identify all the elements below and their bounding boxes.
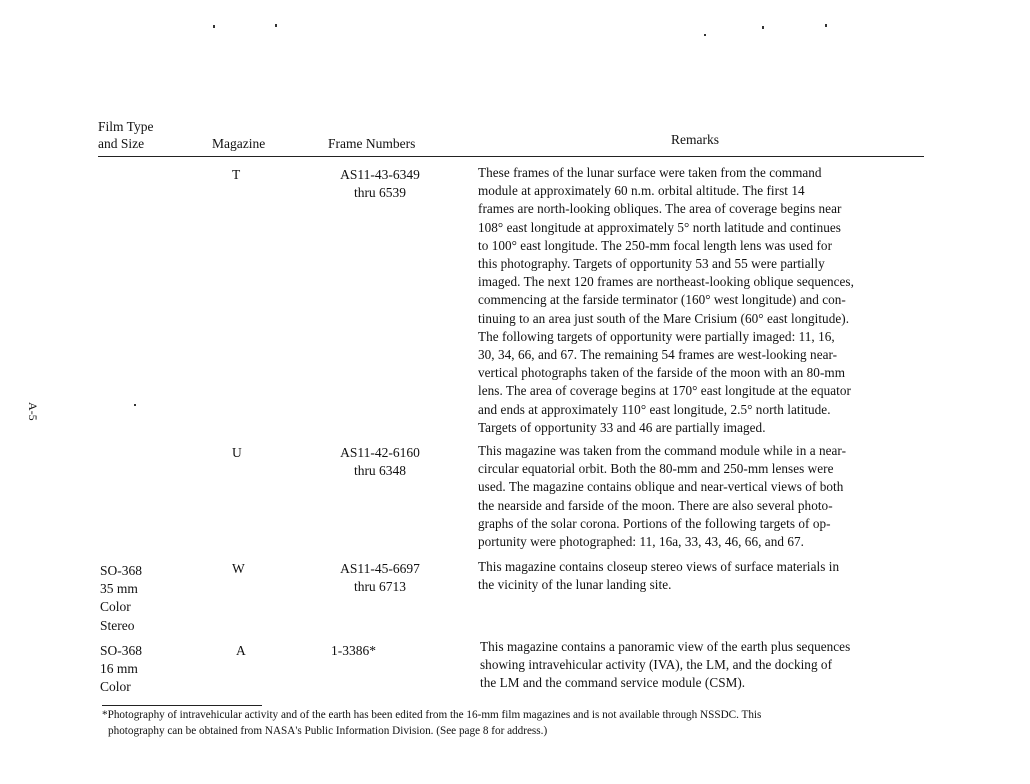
remarks-line: to 100° east longitude. The 250-mm focal length lens was used for: [478, 237, 833, 253]
remarks-line: showing intravehicular activity (IVA), the LM, and the docking of: [480, 657, 833, 673]
remarks-line: circular equatorial orbit. Both the 80-mm and 250-mm lenses were: [478, 461, 834, 477]
frame-number-line: thru 6713: [353, 579, 407, 595]
row-a-frame-numbers: [331, 642, 376, 660]
row-a-magazine: A: [236, 643, 246, 658]
remarks-line: commencing at the farside terminator (160° west longitude) and con-: [478, 292, 846, 308]
remarks-line: this photography. Targets of opportunity 53 and 55 were partially: [478, 256, 825, 272]
remarks-line: frames are north-looking obliques. The area of coverage begins near: [478, 201, 842, 217]
frame-number-line: AS11-43-6349: [340, 167, 420, 182]
frame-number-line: AS11-45-6697: [340, 561, 420, 576]
scan-speck: [275, 24, 277, 27]
side-page-number: A-5: [26, 402, 40, 421]
header-magazine: Magazine: [212, 136, 266, 151]
row-u-magazine: U: [232, 445, 242, 460]
row-w-frame-numbers: [315, 560, 445, 596]
remarks-line: 30, 34, 66, and 67. The remaining 54 frames are west-looking near-: [478, 347, 838, 363]
remarks-line: the LM and the command service module (CSM).: [480, 675, 746, 691]
row-t-remarks: [478, 164, 854, 437]
scan-speck: [134, 404, 136, 406]
scan-speck: [213, 25, 215, 28]
header-remarks: Remarks: [671, 132, 719, 147]
remarks-line: These frames of the lunar surface were taken from the command: [478, 165, 822, 180]
remarks-line: module at approximately 60 n.m. orbital altitude. The first 14: [478, 183, 805, 199]
row-w-remarks: [478, 558, 839, 594]
row-u-frame-numbers: [315, 444, 445, 480]
remarks-line: lens. The area of coverage begins at 170° east longitude at the equator: [478, 383, 851, 399]
remarks-line: and ends at approximately 110° east longitude, 2.5° north latitude.: [478, 401, 831, 417]
row-w-film-type: [100, 562, 142, 635]
remarks-line: imaged. The next 120 frames are northeast-looking oblique sequences,: [478, 274, 854, 290]
remarks-line: graphs of the solar corona. Portions of the following targets of op-: [478, 515, 831, 531]
footnote-rule: [102, 705, 262, 706]
remarks-line: Targets of opportunity 33 and 46 are partially imaged.: [478, 419, 766, 435]
footnote: [102, 707, 761, 739]
scan-speck: [825, 24, 827, 27]
row-w-magazine: W: [232, 561, 245, 576]
remarks-line: The following targets of opportunity were partially imaged: 11, 16,: [478, 328, 835, 344]
film-type-line: 16 mm: [100, 661, 138, 677]
row-t-magazine: T: [232, 167, 241, 182]
remarks-line: This magazine contains a panoramic view of the earth plus sequences: [480, 639, 851, 654]
remarks-line: tinuing to an area just south of the Mare Crisium (60° east longitude).: [478, 310, 850, 326]
remarks-line: vertical photographs taken of the farside of the moon with an 80-mm: [478, 365, 846, 381]
remarks-line: This magazine was taken from the command module while in a near-: [478, 443, 847, 458]
film-type-line: Color: [100, 599, 131, 615]
scan-speck: [762, 26, 764, 29]
film-type-line: 35 mm: [100, 581, 138, 597]
header-film-type-line: and Size: [98, 136, 145, 151]
row-t-frame-numbers: [315, 166, 445, 202]
scan-speck: [704, 34, 706, 36]
film-type-line: SO-368: [100, 643, 143, 658]
frame-number-line: 1-3386*: [331, 643, 376, 658]
film-type-line: Color: [100, 679, 131, 695]
footnote-line: photography can be obtained from NASA's Public Information Division. (See page 8 for address.): [108, 725, 548, 737]
footnote-line: *Photography of intravehicular activity and of the earth has been edited from the 16-mm film magazines and is not available through NSSDC. This: [102, 709, 762, 721]
remarks-line: portunity were photographed: 11, 16a, 33, 43, 46, 66, and 67.: [478, 534, 804, 550]
remarks-line: the vicinity of the lunar landing site.: [478, 577, 672, 593]
frame-number-line: AS11-42-6160: [340, 445, 420, 460]
film-type-line: Stereo: [100, 617, 135, 633]
row-a-remarks: [480, 638, 850, 693]
row-a-film-type: [100, 642, 142, 697]
frame-number-line: thru 6348: [353, 463, 407, 479]
header-frame-numbers: Frame Numbers: [328, 136, 416, 151]
remarks-line: the nearside and farside of the moon. There are also several photo-: [478, 497, 833, 513]
header-rule: [98, 156, 924, 157]
remarks-line: 108° east longitude at approximately 5° north latitude and continues: [478, 219, 841, 235]
row-u-remarks: [478, 442, 846, 551]
header-film-type-line: Film Type: [98, 119, 154, 134]
film-type-line: SO-368: [100, 563, 143, 578]
frame-number-line: thru 6539: [353, 185, 407, 201]
remarks-line: used. The magazine contains oblique and near-vertical views of both: [478, 479, 844, 495]
header-film-type: [98, 118, 153, 152]
remarks-line: This magazine contains closeup stereo views of surface materials in: [478, 559, 840, 574]
